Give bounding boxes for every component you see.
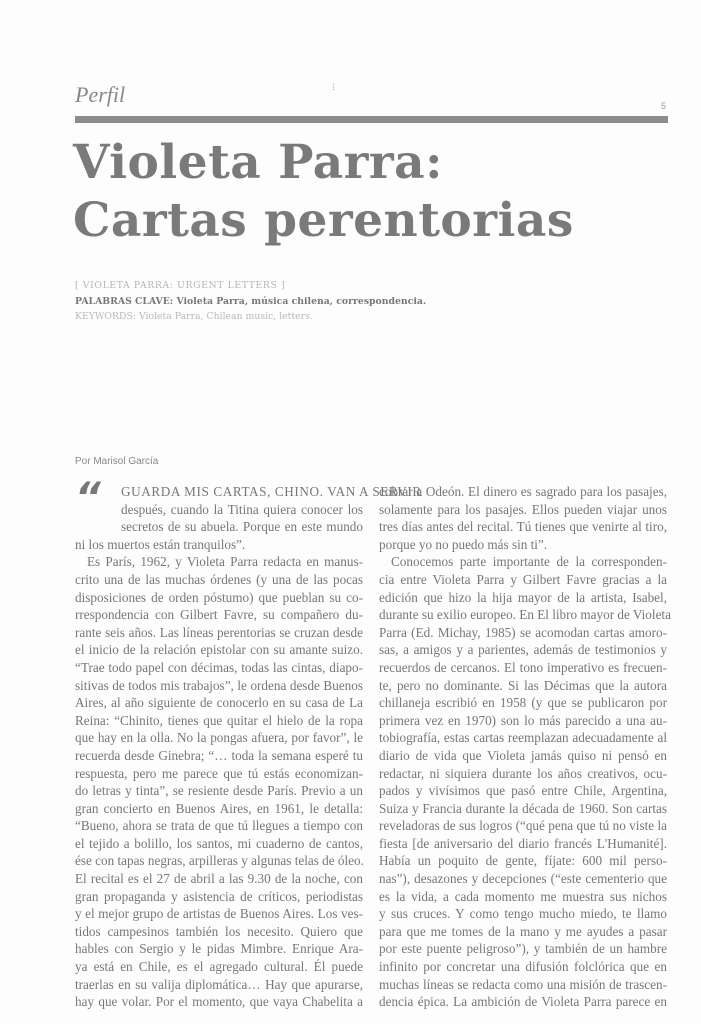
text-line: dencia épica. La ambición de Violeta Parra parece en xyxy=(379,994,667,1010)
text-line: Parra (Ed. Michay, 1985) se acomodan cartas amoro- xyxy=(379,624,667,640)
text-line: secretos de su abuela. Porque en este mundo xyxy=(121,519,363,535)
text-line: rrespondencia con Gilbert Favre, su compañero du- xyxy=(75,607,363,623)
text-line: rante seis años. Las líneas perentorias se cruzan desde xyxy=(75,624,363,640)
text-line: te, pero no dominante. Si las Décimas que la autora xyxy=(379,677,667,693)
text-line: cia entre Violeta Parra y Gilbert Favre gracias a la xyxy=(379,571,667,587)
text-line: fiesta [de aniversario del diario francés L'Humanité]. xyxy=(379,835,667,851)
text-line: durante su exilio europeo. En El libro mayor de Violeta xyxy=(379,607,671,623)
english-title: [ VIOLETA PARRA: URGENT LETTERS ] xyxy=(75,280,286,291)
text-line: que hay en la olla. No la pongas afuera, por favor”, le xyxy=(75,730,363,746)
text-line: “Trae todo papel con décimas, todas las cintas, diapo- xyxy=(75,659,363,675)
text-line: porque yo no puedo más sin ti”. xyxy=(379,536,548,552)
text-line: Aires, al año siguiente de conocerlo en su casa de La xyxy=(75,695,363,711)
header-rule xyxy=(75,116,668,123)
text-line: diario de vida que Violeta jamás quiso ni pensó en xyxy=(379,747,667,763)
text-line: Conocemos parte importante de la corresponden- xyxy=(391,554,667,570)
text-line: solamente para los pasajes. Ellos pueden viajar unos xyxy=(379,501,667,517)
text-line: gran propaganda y asistencia de críticos, periodistas xyxy=(75,888,363,904)
text-line: reveladoras de sus logros (“qué pena que tú no viste la xyxy=(379,818,667,834)
body-column-right xyxy=(379,483,671,1011)
text-line: do letras y tinta”, se resiente desde París. Previo a un xyxy=(75,783,363,799)
byline: Por Marisol García xyxy=(75,456,159,467)
text-line: Suiza y Francia durante la década de 1960. Son cartas xyxy=(379,800,667,816)
text-line: hay que volar. Por el momento, que vaya Chabelita a xyxy=(75,994,363,1010)
text-line: el tejido a bolillo, los santos, mi cuaderno de cantos, xyxy=(75,835,363,851)
text-line: y el mejor grupo de artistas de Buenos Aires. Los ves- xyxy=(75,906,363,922)
text-line: “Bueno, ahora se trata de que tú llegues a tiempo con xyxy=(75,818,363,834)
text-line: muchas líneas se redacta como una misión de trascen- xyxy=(379,976,667,992)
text-line: nas”), desazones y decepciones (“este cementerio que xyxy=(379,871,667,887)
text-line: y sus cruces. Y como tengo mucho miedo, te llamo xyxy=(379,906,667,922)
text-line: sitivas de todos mis trabajos”, le ordena desde Buenos xyxy=(75,677,363,693)
text-line: Había un poquito de gente, fíjate: 600 mil perso- xyxy=(379,853,667,869)
text-line: respuesta, pero me parece que tú estás economizan- xyxy=(75,765,363,781)
text-line: tidos campesinos también los necesito. Quiero que xyxy=(75,923,363,939)
title-line-1: Violeta Parra: xyxy=(73,135,443,190)
text-line: infinito por concretar una difusión folclórica que en xyxy=(379,959,667,975)
section-label: Perfil xyxy=(75,82,126,107)
text-line: edición que hizo la hija mayor de la artista, Isabel, xyxy=(379,589,667,605)
text-line: ése con tapas negras, arpilleras y algunas telas de óleo. xyxy=(75,853,364,869)
text-line: pados y vivísimos que pasó entre Chile, Argentina, xyxy=(379,783,667,799)
text-line: es la vida, a cada momento me muestra sus nichos xyxy=(379,888,667,904)
text-line: por este puente peligroso”), y también de un hambre xyxy=(379,941,667,957)
body-column-left xyxy=(75,483,422,1011)
palabras-clave: PALABRAS CLAVE: Violeta Parra, música chilena, correspondencia. xyxy=(75,295,427,307)
text-line: disposiciones de orden póstumo) que pueblan su co- xyxy=(75,589,363,605)
text-line: redactar, ni siquiera durante los años creativos, ocu- xyxy=(379,765,667,781)
text-line: El recital es el 27 de abril a las 9.30 de la noche, con xyxy=(75,871,363,887)
header-mark: ⵗ xyxy=(332,82,335,92)
page-number: 5 xyxy=(661,101,667,111)
text-line: para que me tomes de la mano y me ayudes a pasar xyxy=(379,923,667,939)
text-line: tobiografía, estas cartas reemplazan adecuadamente al xyxy=(379,730,667,746)
text-line: recuerda desde Ginebra; “… toda la semana esperé tu xyxy=(75,747,363,763)
text-line: Es París, 1962, y Violeta Parra redacta en manus- xyxy=(87,554,363,570)
text-line: chillaneja escribió en 1958 (y que se publicaron por xyxy=(379,695,667,711)
text-line: hables con Sergio y le pidas Mimbre. Enrique Ara- xyxy=(75,941,363,957)
text-line: ya está en Chile, es el agregado cultural. Él puede xyxy=(75,959,363,975)
title-line-2: Cartas perentorias xyxy=(73,193,574,248)
text-line: gran concierto en Buenos Aires, en 1961, le detalla: xyxy=(75,800,363,816)
text-line: recuerdos de cercanos. El tono imperativo es frecuen- xyxy=(379,659,667,675)
drop-quote-mark: “ xyxy=(75,475,101,521)
text-line: Reina: “Chinito, tienes que quitar el hielo de la ropa xyxy=(75,712,363,728)
text-line: ni los muertos están tranquilos”. xyxy=(75,536,246,552)
text-line: tres días antes del recital. Tú tienes que venirte al tiro, xyxy=(379,519,667,535)
text-line: sas, a amigos y a parientes, además de testimonios y xyxy=(379,642,667,658)
keywords: KEYWORDS: Violeta Parra, Chilean music, letters. xyxy=(75,311,313,322)
article-title xyxy=(73,134,574,250)
text-line: GUARDA MIS CARTAS, CHINO. VAN A SERVIR xyxy=(121,484,422,499)
text-line: después, cuando la Titina quiera conocer los xyxy=(121,501,363,517)
text-line: primera vez en 1970) son lo más parecido a una au- xyxy=(379,712,667,728)
article-metadata xyxy=(75,278,426,325)
text-line: traerlas en su valija diplomática… Hay que apurarse, xyxy=(75,976,363,992)
text-line: el inicio de la relación epistolar con su amante suizo. xyxy=(75,642,363,658)
text-line: crito una de las muchas órdenes (y una de las pocas xyxy=(75,571,363,587)
text-line: cobrar a Odeón. El dinero es sagrado para los pasajes, xyxy=(379,484,667,499)
